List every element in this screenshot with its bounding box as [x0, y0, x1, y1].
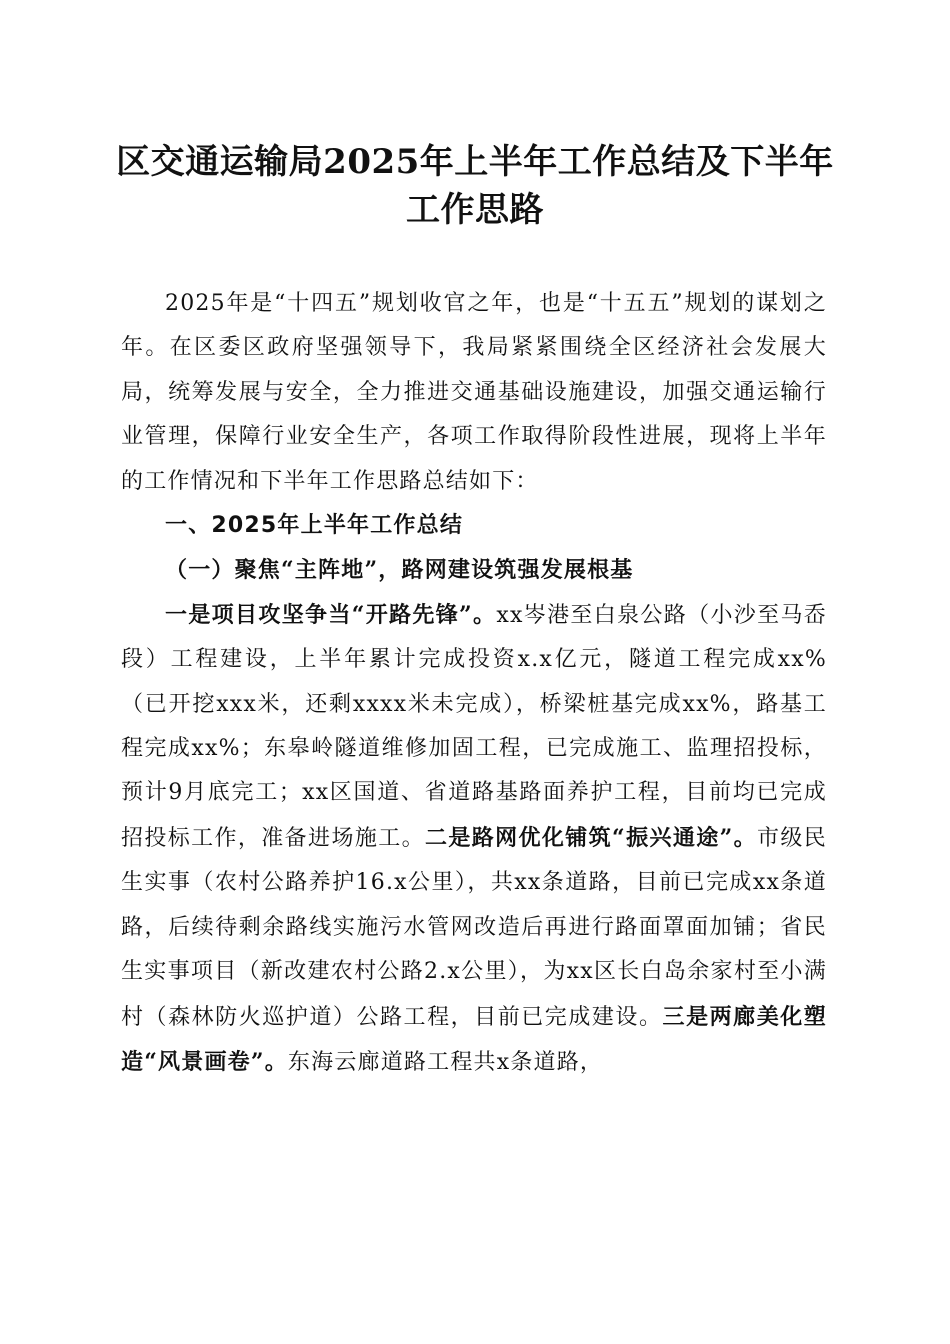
work-points-paragraph [121, 593, 827, 1085]
intro-paragraph: 2025年是“十四五”规划收官之年，也是“十五五”规划的谋划之年。在区委区政府坚强领导下，我局紧紧围绕全区经济社会发展大局，统筹发展与安全，全力推进交通基础设施建设，加强交通运输行业管理，保障行业安全生产，各项工作取得阶段性进展，现将上半年的工作情况和下半年工作思路总结如下： [121, 291, 827, 494]
point-lead: 三是两廊美化塑造“风景画卷”。 [121, 1003, 827, 1075]
document-body [121, 282, 827, 1085]
point-text: xx岑港至白泉公路（小沙至马岙段）工程建设，上半年累计完成投资x.x亿元，隧道工程完成xx%（已开挖xxx米，还剩xxxx米未完成），桥梁桩基完成xx%，路基工程完成xx%；东皋岭隧道维修加固工程，已完成施工、监理招投标，预计9月底完工；xx区国道、省道路基路面养护工程，目前均已完成招投标工作，准备进场施工。 [121, 602, 827, 851]
point-text: 市级民生实事（农村公路养护16.x公里），共xx条道路，目前已完成xx条道路，后续待剩余路线实施污水管网改造后再进行路面罩面加铺；省民生实事项目（新改建农村公路2.x公里），为xx区长白岛余家村至小满村（森林防火巡护道）公路工程，目前已完成建设。 [121, 825, 827, 1030]
document-title: 区交通运输局2025年上半年工作总结及下半年工作思路 [116, 142, 834, 230]
point-lead: 二是路网优化铺筑“振兴通途”。 [424, 824, 758, 851]
section-heading: 一、2025年上半年工作总结 [165, 513, 464, 539]
point-lead: 一是项目攻坚争当“开路先锋”。 [165, 601, 497, 628]
subsection-heading: （一）聚焦“主阵地”，路网建设筑强发展根基 [165, 557, 634, 584]
point-text: 东海云廊道路工程共x条道路， [287, 1049, 604, 1075]
